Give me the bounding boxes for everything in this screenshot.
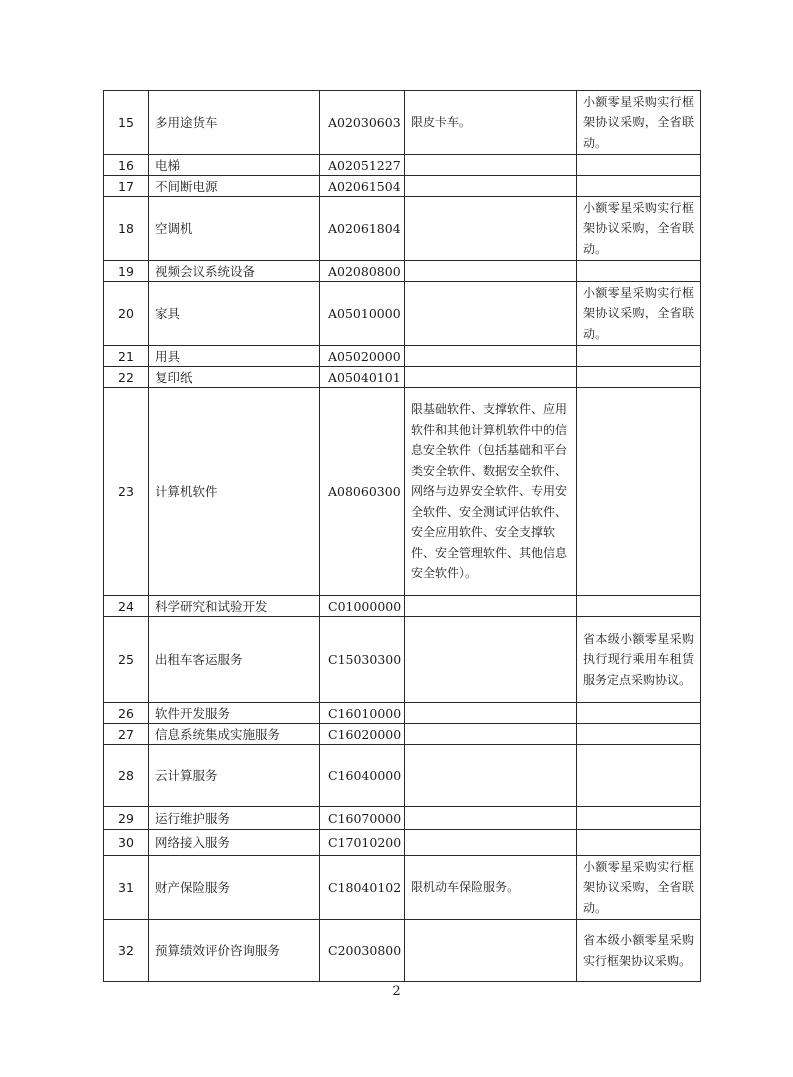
item-note	[577, 388, 701, 596]
item-name: 电梯	[149, 155, 320, 176]
item-code: A02061504	[320, 176, 405, 197]
item-code: A02080800	[320, 261, 405, 282]
item-note	[577, 703, 701, 724]
item-name: 软件开发服务	[149, 703, 320, 724]
item-name: 信息系统集成实施服务	[149, 724, 320, 745]
table-row	[104, 724, 701, 745]
item-name: 财产保险服务	[149, 856, 320, 920]
item-scope	[405, 261, 577, 282]
row-number: 28	[104, 745, 149, 807]
row-number: 19	[104, 261, 149, 282]
table-row	[104, 282, 701, 346]
row-number: 21	[104, 346, 149, 367]
item-code: C18040102	[320, 856, 405, 920]
row-number: 29	[104, 807, 149, 830]
row-number: 27	[104, 724, 149, 745]
item-code: C17010200	[320, 830, 405, 856]
table-row	[104, 91, 701, 155]
item-name: 计算机软件	[149, 388, 320, 596]
procurement-catalog-table	[103, 90, 701, 982]
item-scope	[405, 830, 577, 856]
item-note	[577, 830, 701, 856]
table-row	[104, 920, 701, 982]
table-row	[104, 367, 701, 388]
table-row	[104, 346, 701, 367]
item-scope	[405, 346, 577, 367]
item-scope	[405, 155, 577, 176]
item-scope: 限皮卡车。	[405, 91, 577, 155]
item-name: 视频会议系统设备	[149, 261, 320, 282]
row-number: 32	[104, 920, 149, 982]
item-name: 预算绩效评价咨询服务	[149, 920, 320, 982]
table-row	[104, 807, 701, 830]
item-scope	[405, 703, 577, 724]
item-scope	[405, 367, 577, 388]
item-name: 出租车客运服务	[149, 617, 320, 703]
item-code: A05040101	[320, 367, 405, 388]
table-row	[104, 856, 701, 920]
table-row	[104, 703, 701, 724]
row-number: 17	[104, 176, 149, 197]
item-note	[577, 346, 701, 367]
row-number: 22	[104, 367, 149, 388]
item-scope	[405, 176, 577, 197]
item-name: 不间断电源	[149, 176, 320, 197]
row-number: 15	[104, 91, 149, 155]
item-scope	[405, 617, 577, 703]
row-number: 20	[104, 282, 149, 346]
item-note	[577, 176, 701, 197]
table-row	[104, 261, 701, 282]
table-row	[104, 388, 701, 596]
row-number: 25	[104, 617, 149, 703]
item-code: C20030800	[320, 920, 405, 982]
item-scope: 限基础软件、支撑软件、应用软件和其他计算机软件中的信息安全软件（包括基础和平台类安全软件、数据安全软件、网络与边界安全软件、专用安全软件、安全测试评估软件、安全应用软件、安全支撑软件、安全管理软件、其他信息安全软件）。	[405, 388, 577, 596]
item-name: 复印纸	[149, 367, 320, 388]
table-row	[104, 830, 701, 856]
item-name: 科学研究和试验开发	[149, 596, 320, 617]
item-code: A05010000	[320, 282, 405, 346]
item-name: 用具	[149, 346, 320, 367]
row-number: 16	[104, 155, 149, 176]
item-code: C16010000	[320, 703, 405, 724]
item-note: 小额零星采购实行框架协议采购，全省联动。	[577, 197, 701, 261]
item-note	[577, 724, 701, 745]
item-scope	[405, 920, 577, 982]
item-code: A02030603	[320, 91, 405, 155]
item-scope	[405, 724, 577, 745]
item-code: C15030300	[320, 617, 405, 703]
table-row	[104, 197, 701, 261]
item-note: 省本级小额零星采购实行框架协议采购。	[577, 920, 701, 982]
item-code: C16070000	[320, 807, 405, 830]
item-scope	[405, 596, 577, 617]
item-note	[577, 745, 701, 807]
item-code: C01000000	[320, 596, 405, 617]
item-note: 小额零星采购实行框架协议采购，全省联动。	[577, 91, 701, 155]
item-scope	[405, 807, 577, 830]
item-code: A05020000	[320, 346, 405, 367]
table-row	[104, 176, 701, 197]
item-note	[577, 807, 701, 830]
row-number: 18	[104, 197, 149, 261]
item-code: A08060300	[320, 388, 405, 596]
row-number: 30	[104, 830, 149, 856]
table-row	[104, 596, 701, 617]
item-scope	[405, 745, 577, 807]
table-row	[104, 745, 701, 807]
item-code: C16020000	[320, 724, 405, 745]
item-name: 云计算服务	[149, 745, 320, 807]
page-number: 2	[392, 984, 401, 999]
item-note: 小额零星采购实行框架协议采购，全省联动。	[577, 282, 701, 346]
item-note	[577, 596, 701, 617]
item-code: A02061804	[320, 197, 405, 261]
item-note: 省本级小额零星采购执行现行乘用车租赁服务定点采购协议。	[577, 617, 701, 703]
item-note: 小额零星采购实行框架协议采购，全省联动。	[577, 856, 701, 920]
item-scope	[405, 197, 577, 261]
row-number: 24	[104, 596, 149, 617]
item-name: 多用途货车	[149, 91, 320, 155]
table-row	[104, 617, 701, 703]
item-code: A02051227	[320, 155, 405, 176]
item-name: 家具	[149, 282, 320, 346]
item-name: 网络接入服务	[149, 830, 320, 856]
item-name: 运行维护服务	[149, 807, 320, 830]
item-scope: 限机动车保险服务。	[405, 856, 577, 920]
table-row	[104, 155, 701, 176]
row-number: 31	[104, 856, 149, 920]
item-code: C16040000	[320, 745, 405, 807]
item-name: 空调机	[149, 197, 320, 261]
item-note	[577, 367, 701, 388]
row-number: 26	[104, 703, 149, 724]
item-note	[577, 155, 701, 176]
item-note	[577, 261, 701, 282]
item-scope	[405, 282, 577, 346]
row-number: 23	[104, 388, 149, 596]
